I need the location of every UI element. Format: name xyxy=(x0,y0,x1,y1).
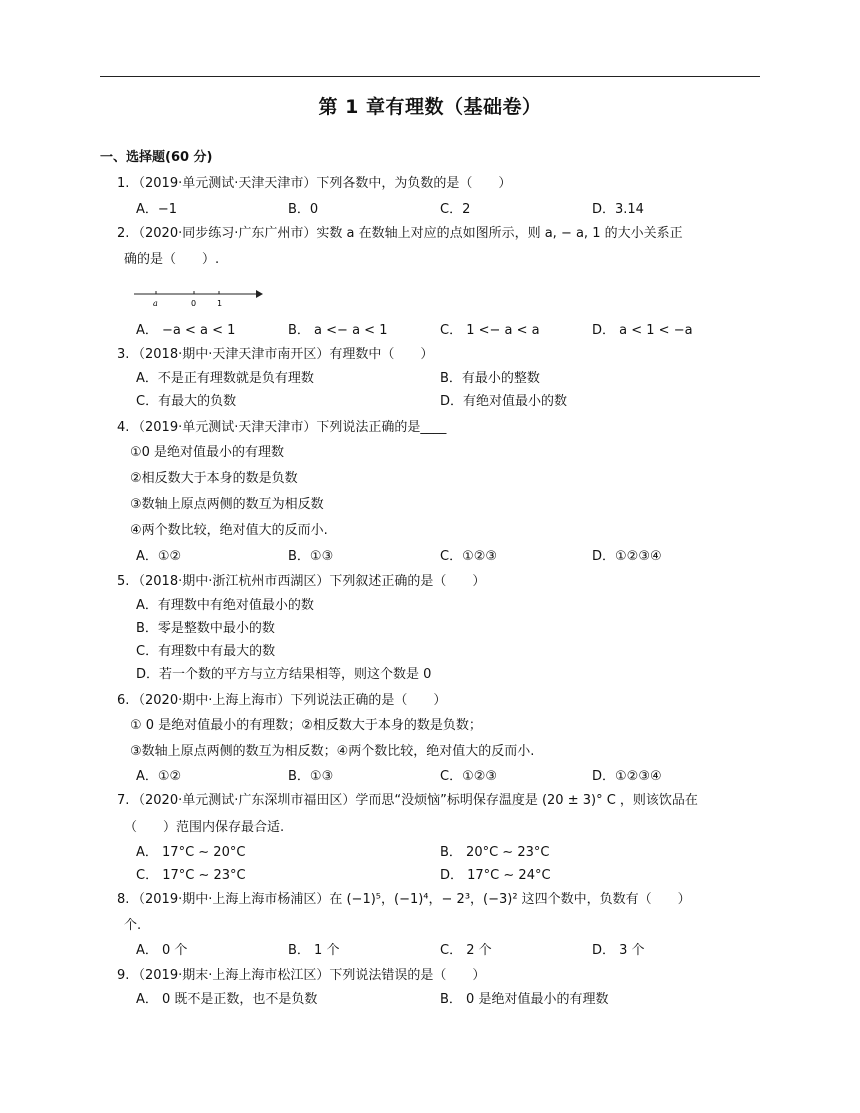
option-a: A．−1 xyxy=(136,202,178,217)
option-d: D．①②③④ xyxy=(592,769,662,784)
option-a: A．①② xyxy=(136,549,182,564)
question-number: 3. xyxy=(117,347,130,362)
option-b: B． a <− a < 1 xyxy=(288,323,388,338)
option-b: B．①③ xyxy=(288,769,334,784)
question-number: 8. xyxy=(117,892,130,907)
question-text: ③数轴上原点两侧的数互为相反数；④两个数比较，绝对值大的反而小. xyxy=(130,744,535,759)
question-text: （2020·期中·上海上海市）下列说法正确的是（ ） xyxy=(132,693,447,708)
question-text: （2019·单元测试·天津天津市）下列各数中，为负数的是（ ） xyxy=(132,176,512,191)
question-text: （2019·期中·上海上海市杨浦区）在 (−1)⁵，(−1)⁴，− 2³，(−3)² 这四个数中，负数有（ ） xyxy=(132,892,691,907)
label-0: 0 xyxy=(191,299,197,308)
option-c: C．有最大的负数 xyxy=(136,394,237,409)
statement: ②相反数大于本身的数是负数 xyxy=(130,471,298,486)
option-d: D． a < 1 < −a xyxy=(592,323,693,338)
question-number: 9. xyxy=(117,968,130,983)
option-c: C． 17°C ∼ 23°C xyxy=(136,868,246,883)
option-a: A． 0 个 xyxy=(136,943,188,958)
option-d: D．①②③④ xyxy=(592,549,662,564)
option-b: B．0 xyxy=(288,202,319,217)
option-b: B．零是整数中最小的数 xyxy=(136,621,275,636)
option-d: D．若一个数的平方与立方结果相等，则这个数是 0 xyxy=(136,667,432,682)
option-b: B．有最小的整数 xyxy=(440,371,540,386)
label-1: 1 xyxy=(217,299,223,308)
question-number: 5. xyxy=(117,574,130,589)
option-c: C．①②③ xyxy=(440,549,498,564)
option-b: B． 0 是绝对值最小的有理数 xyxy=(440,992,609,1007)
option-d: D． 3 个 xyxy=(592,943,645,958)
option-a: A． −a < a < 1 xyxy=(136,323,236,338)
option-a: A． 17°C ∼ 20°C xyxy=(136,845,246,860)
question-text: 个. xyxy=(124,918,142,933)
question-text: ① 0 是绝对值最小的有理数；②相反数大于本身的数是负数； xyxy=(130,718,482,733)
option-d: D． 17°C ∼ 24°C xyxy=(440,868,551,883)
option-c: C．有理数中有最大的数 xyxy=(136,644,276,659)
label-a: a xyxy=(153,299,158,308)
question-text: （ ）范围内保存最合适. xyxy=(124,820,285,835)
statement: ③数轴上原点两侧的数互为相反数 xyxy=(130,497,324,512)
statement: ④两个数比较，绝对值大的反而小. xyxy=(130,523,328,538)
question-text: （2018·期中·天津天津市南开区）有理数中（ ） xyxy=(132,347,434,362)
option-c: C． 2 个 xyxy=(440,943,492,958)
header-rule xyxy=(100,76,760,77)
option-a: A． 0 既不是正数，也不是负数 xyxy=(136,992,318,1007)
statement: ①0 是绝对值最小的有理数 xyxy=(130,445,285,460)
question-number: 7. xyxy=(117,793,130,808)
option-b: B．①③ xyxy=(288,549,334,564)
question-text: （2018·期中·浙江杭州市西湖区）下列叙述正确的是（ ） xyxy=(132,574,486,589)
option-a: A．不是正有理数就是负有理数 xyxy=(136,371,314,386)
question-text: （2019·单元测试·天津天津市）下列说法正确的是____ xyxy=(132,420,447,435)
question-number: 1. xyxy=(117,176,130,191)
option-a: A．①② xyxy=(136,769,182,784)
option-d: D．3.14 xyxy=(592,202,644,217)
question-text: （2020·同步练习·广东广州市）实数 a 在数轴上对应的点如图所示，则 a, − a, 1 的大小关系正 xyxy=(132,226,683,241)
option-d: D．有绝对值最小的数 xyxy=(440,394,568,409)
option-c: C．2 xyxy=(440,202,471,217)
option-b: B． 20°C ∼ 23°C xyxy=(440,845,550,860)
question-text: （2019·期末·上海上海市松江区）下列说法错误的是（ ） xyxy=(132,968,486,983)
option-b: B． 1 个 xyxy=(288,943,340,958)
option-c: C． 1 <− a < a xyxy=(440,323,540,338)
question-number: 2. xyxy=(117,226,130,241)
question-text: 确的是（ ）. xyxy=(124,252,220,267)
page-title: 第 1 章有理数（基础卷） xyxy=(318,96,542,118)
question-number: 6. xyxy=(117,693,130,708)
option-a: A．有理数中有绝对值最小的数 xyxy=(136,598,314,613)
arrow-icon xyxy=(256,290,263,298)
question-number: 4. xyxy=(117,420,130,435)
number-line-figure xyxy=(130,284,270,310)
question-text: （2020·单元测试·广东深圳市福田区）学而思“没烦恼”标明保存温度是 (20 ± 3)° C ，则该饮品在 xyxy=(132,793,698,808)
section-heading: 一、选择题(60 分) xyxy=(100,150,213,165)
option-c: C．①②③ xyxy=(440,769,498,784)
